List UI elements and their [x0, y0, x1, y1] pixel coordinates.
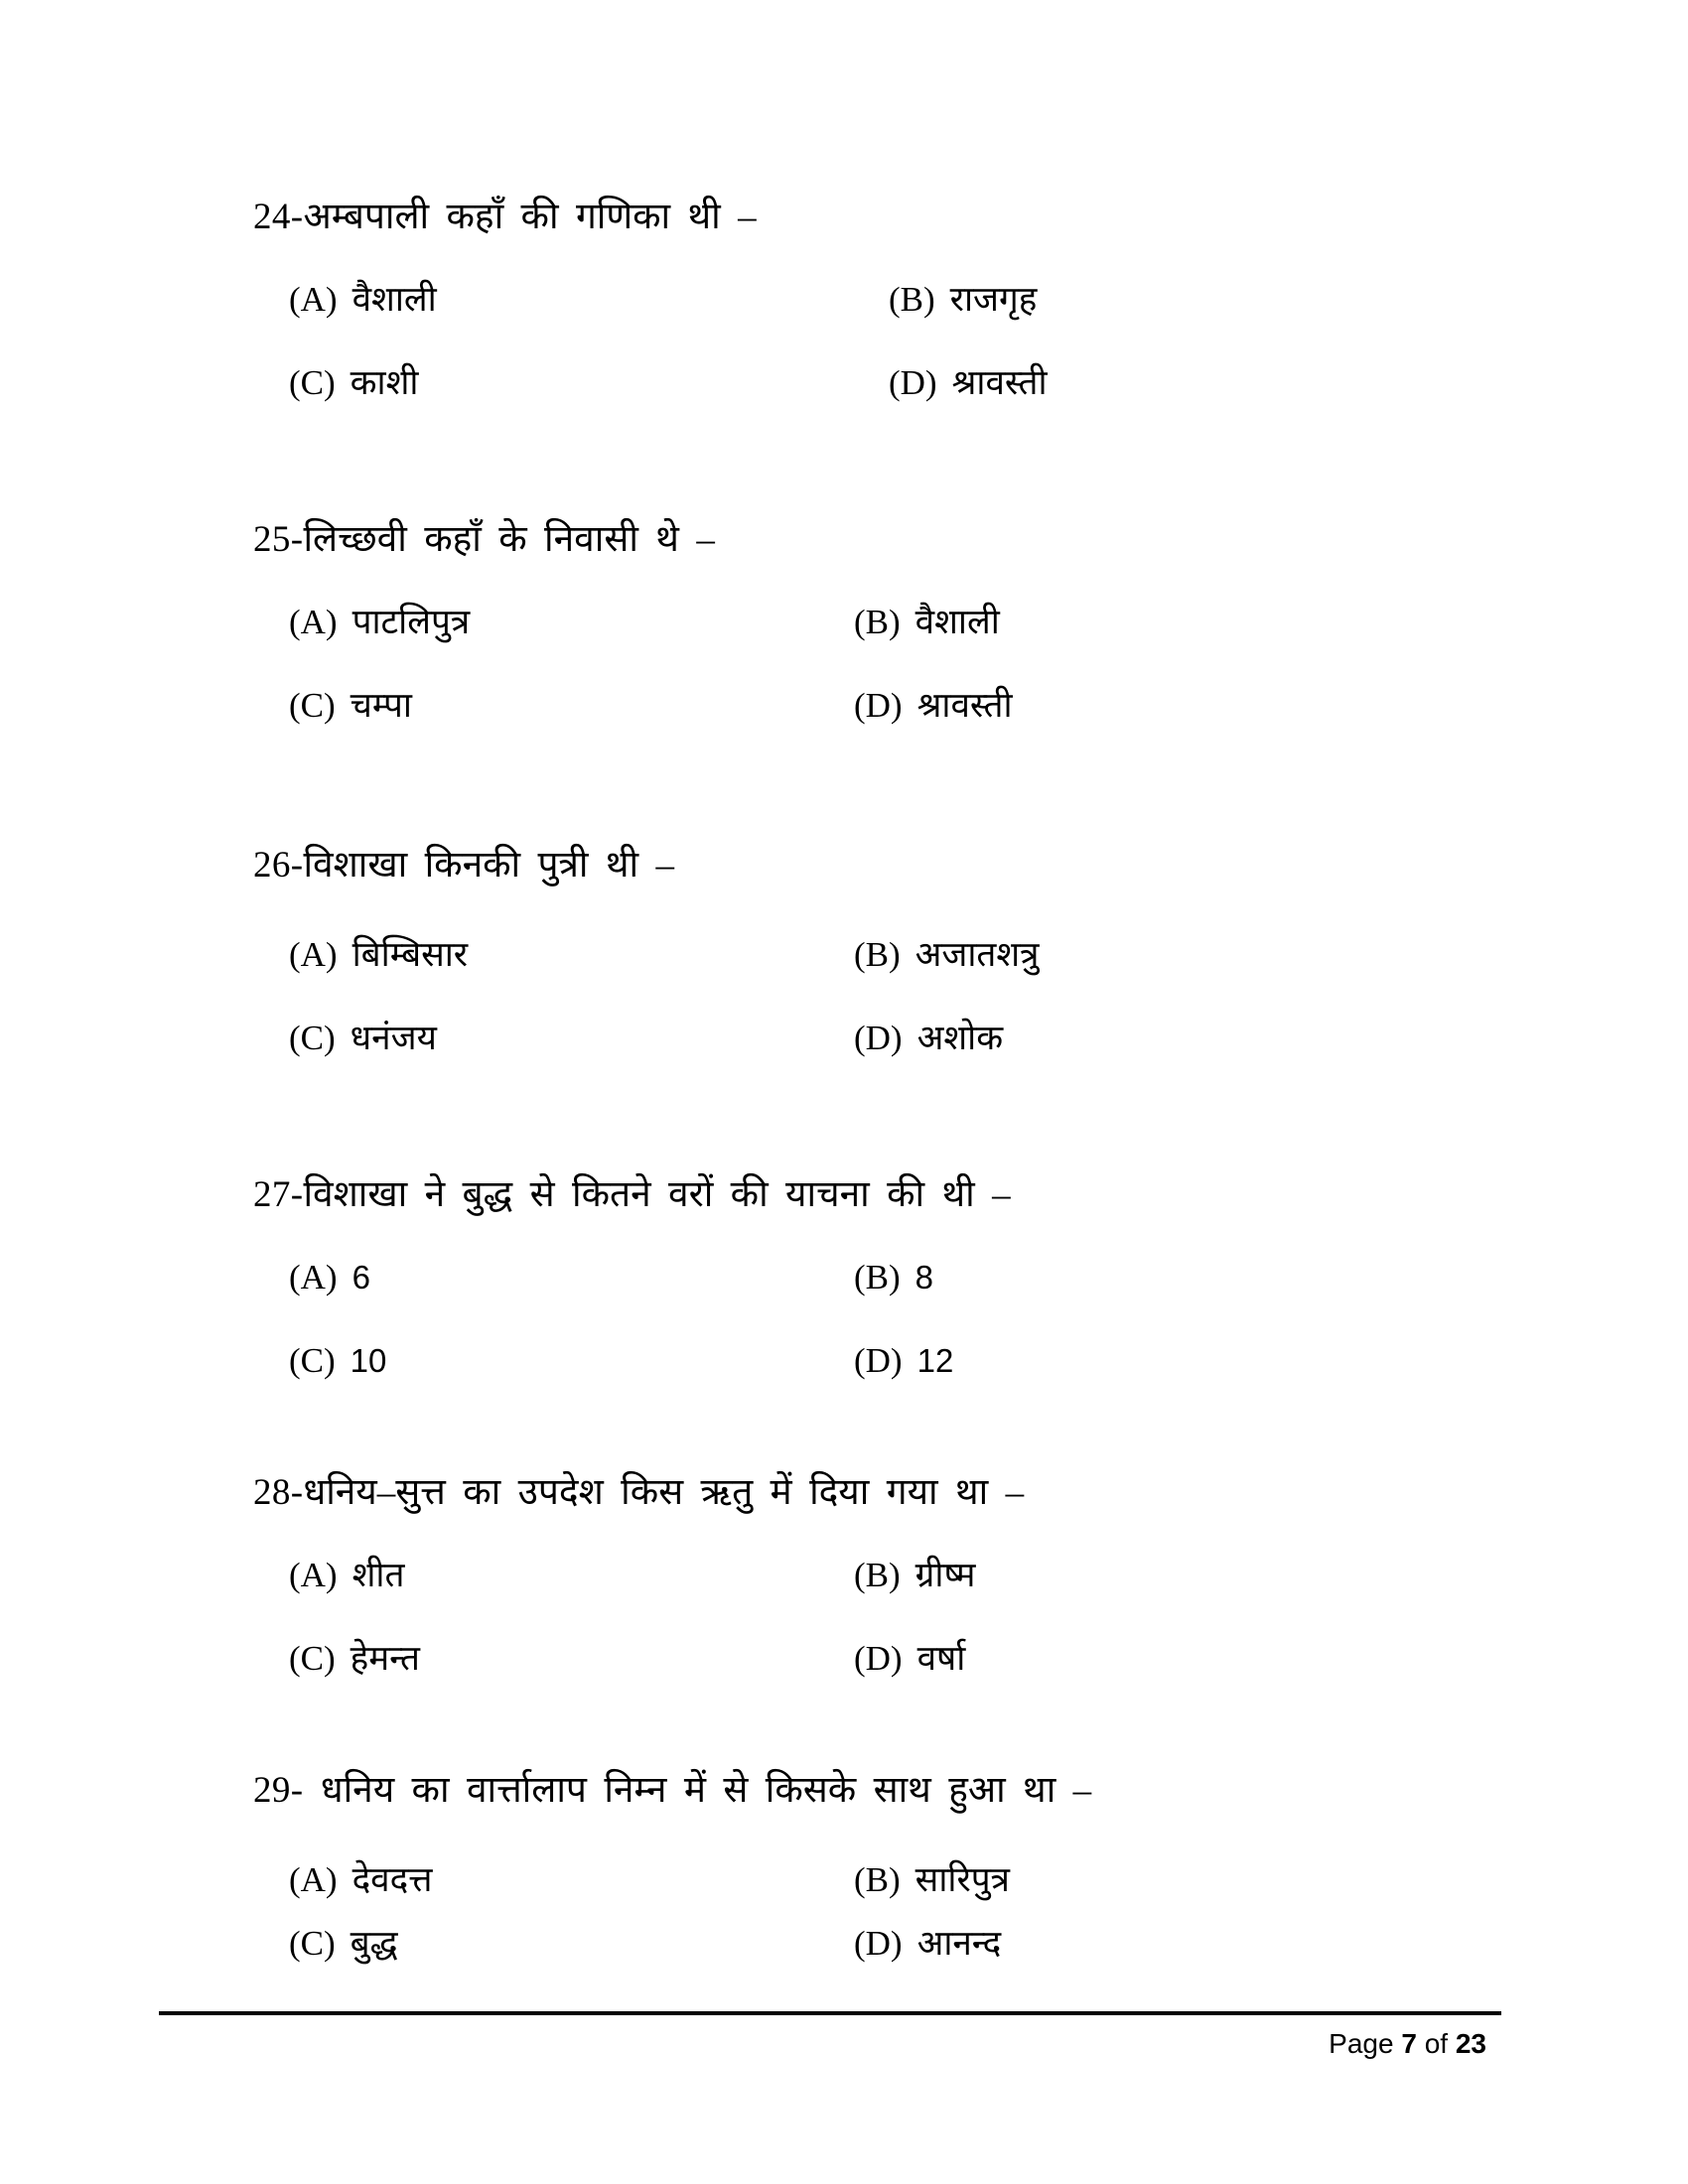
question-line — [253, 517, 1544, 563]
option-d-text: 12 — [916, 1342, 954, 1379]
question-number: 26- — [253, 845, 304, 886]
option-a — [289, 1552, 404, 1599]
question-24 — [253, 195, 1544, 407]
question-28 — [253, 1470, 1544, 1683]
option-c-text: काशी — [350, 363, 419, 402]
question-line — [253, 1768, 1544, 1814]
option-b-text: ग्रीष्म — [914, 1556, 976, 1594]
page-number-label — [1329, 2027, 1486, 2061]
question-line — [253, 1172, 1544, 1218]
question-number: 29- — [253, 1770, 304, 1811]
option-a-text: पाटलिपुत्र — [352, 603, 471, 641]
option-c-text: हेमन्त — [350, 1639, 420, 1678]
total-pages: 23 — [1455, 2028, 1486, 2059]
option-b — [854, 931, 1040, 979]
option-d — [854, 1337, 953, 1385]
options-row-ab — [253, 1254, 1544, 1301]
option-b-text: राजगृह — [949, 280, 1038, 319]
option-d-text: अशोक — [916, 1019, 1004, 1057]
question-text: विशाखा किनकी पुत्री थी – — [303, 845, 675, 886]
option-b-text: 8 — [914, 1259, 934, 1296]
question-26 — [253, 843, 1544, 1062]
option-d-label: (D) — [889, 363, 937, 402]
options-row-cd — [253, 1015, 1544, 1062]
question-line — [253, 195, 1544, 240]
question-27 — [253, 1172, 1544, 1385]
option-d-text: श्रावस्ती — [916, 686, 1013, 725]
option-c-text: धनंजय — [350, 1019, 437, 1057]
question-text: धनिय का वार्त्तालाप निम्न में से किसके साथ हुआ था – — [303, 1770, 1092, 1811]
question-text: धनिय–सुत्त का उपदेश किस ऋतु में दिया गया था – — [303, 1472, 1025, 1513]
options-row-cd — [253, 359, 1544, 407]
option-a — [289, 1856, 432, 1904]
options-row-cd — [253, 1635, 1544, 1683]
options-row-cd — [253, 682, 1544, 730]
option-b-label: (B) — [854, 1860, 901, 1899]
option-a — [289, 276, 437, 324]
option-d-text: आनन्द — [916, 1924, 1002, 1963]
options-row-cd — [253, 1920, 1544, 1968]
option-c — [289, 359, 418, 407]
option-b — [854, 1254, 933, 1301]
option-b-label: (B) — [854, 1556, 901, 1594]
option-a-text: वैशाली — [352, 280, 437, 319]
option-d — [854, 1635, 965, 1683]
option-a-label: (A) — [289, 1860, 338, 1899]
question-text: अम्बपाली कहाँ की गणिका थी – — [303, 197, 757, 237]
option-c — [289, 1337, 386, 1385]
options-row-ab — [253, 276, 1544, 324]
option-d-label: (D) — [854, 1341, 903, 1380]
option-d — [854, 1920, 1001, 1968]
option-d — [889, 359, 1048, 407]
option-a-label: (A) — [289, 1258, 338, 1297]
option-c-text: चम्पा — [350, 686, 412, 725]
page-label: Page — [1329, 2028, 1394, 2059]
option-a-label: (A) — [289, 935, 338, 974]
option-c-label: (C) — [289, 686, 336, 725]
option-d — [854, 682, 1013, 730]
option-c-label: (C) — [289, 1341, 336, 1380]
option-a — [289, 1254, 370, 1301]
option-a-text: देवदत्त — [352, 1860, 433, 1899]
option-a-text: 6 — [352, 1259, 370, 1296]
option-b-label: (B) — [889, 280, 935, 319]
of-label: of — [1424, 2028, 1449, 2059]
option-c-label: (C) — [289, 1019, 336, 1057]
question-number: 27- — [253, 1174, 304, 1215]
question-25 — [253, 517, 1544, 730]
option-c-label: (C) — [289, 363, 336, 402]
option-b-label: (B) — [854, 1258, 901, 1297]
options-row-ab — [253, 599, 1544, 646]
option-d-label: (D) — [854, 1639, 903, 1678]
options-row-ab — [253, 1552, 1544, 1599]
option-b — [854, 1552, 975, 1599]
option-d-text: वर्षा — [916, 1639, 966, 1678]
option-b — [889, 276, 1037, 324]
option-c-label: (C) — [289, 1639, 336, 1678]
option-c-text: बुद्ध — [350, 1924, 398, 1963]
option-b — [854, 599, 1000, 646]
question-text: लिच्छवी कहाँ के निवासी थे – — [303, 519, 715, 560]
options-row-cd — [253, 1337, 1544, 1385]
question-text: विशाखा ने बुद्ध से कितने वरों की याचना की थी – — [303, 1174, 1011, 1215]
question-list — [253, 195, 1544, 1968]
option-d-text: श्रावस्ती — [951, 363, 1048, 402]
footer-divider — [159, 2011, 1501, 2015]
option-c-label: (C) — [289, 1924, 336, 1963]
question-number: 28- — [253, 1472, 304, 1513]
option-b-text: सारिपुत्र — [914, 1860, 1010, 1899]
question-number: 24- — [253, 197, 304, 237]
option-b-label: (B) — [854, 935, 901, 974]
option-b — [854, 1856, 1010, 1904]
option-d-label: (D) — [854, 1019, 903, 1057]
option-d — [854, 1015, 1003, 1062]
question-number: 25- — [253, 519, 304, 560]
option-b-label: (B) — [854, 603, 901, 641]
options-row-ab — [253, 931, 1544, 979]
option-a-label: (A) — [289, 603, 338, 641]
question-29 — [253, 1768, 1544, 1968]
option-c — [289, 1015, 437, 1062]
option-c-text: 10 — [350, 1342, 387, 1379]
option-d-label: (D) — [854, 1924, 903, 1963]
option-c — [289, 1920, 398, 1968]
option-c — [289, 1635, 420, 1683]
page-number: 7 — [1401, 2028, 1417, 2059]
option-a-label: (A) — [289, 280, 338, 319]
option-c — [289, 682, 412, 730]
option-a-text: बिम्बिसार — [352, 935, 469, 974]
option-a — [289, 599, 470, 646]
option-a — [289, 931, 468, 979]
option-b-text: अजातशत्रु — [914, 935, 1040, 974]
question-line — [253, 1470, 1544, 1516]
option-a-text: शीत — [352, 1556, 405, 1594]
question-line — [253, 843, 1544, 888]
options-row-ab — [253, 1856, 1544, 1904]
option-b-text: वैशाली — [914, 603, 1000, 641]
option-d-label: (D) — [854, 686, 903, 725]
option-a-label: (A) — [289, 1556, 338, 1594]
